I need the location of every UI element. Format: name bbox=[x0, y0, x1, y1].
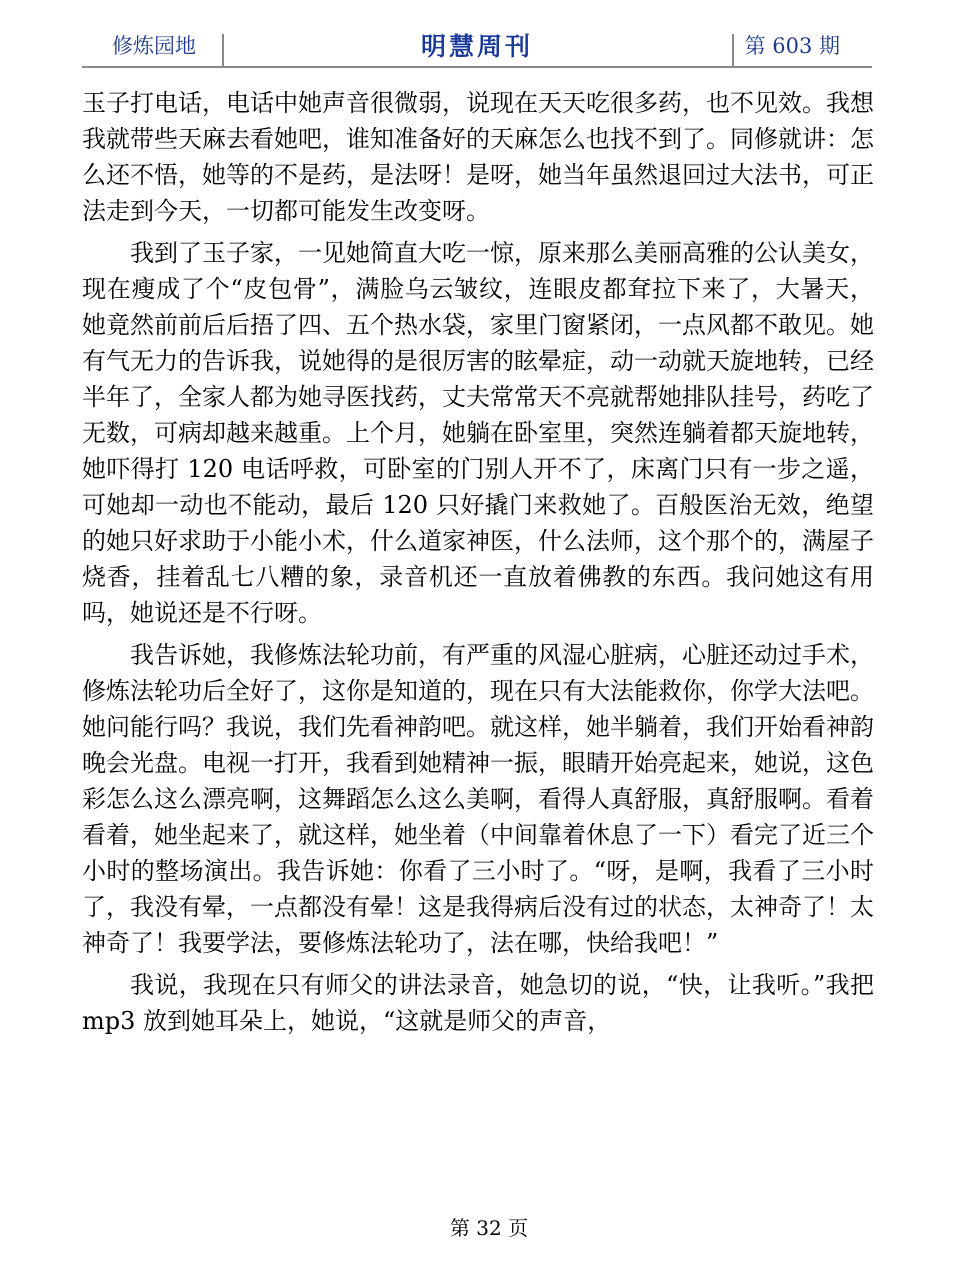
publication-title: 明慧周刊 bbox=[420, 32, 533, 61]
paragraph-3: 我告诉她，我修炼法轮功前，有严重的风湿心脏病，心脏还动过手术，修炼法轮功后全好了，这你是知道的，现在只有大法能救你，你学大法吧。她问能行吗？我说，我们先看神韵吧。就这样，她半躺着，我们开始看神韵晚会光盘。电视一打开，我看到她精神一振，眼睛开始亮起来，她说，这色彩怎么这么漂亮啊，这舞蹈怎么这么美啊，看得人真舒服，真舒服啊。看着看着，她坐起来了，就这样，她坐着（中间靠着休息了一下）看完了近三个小时的整场演出。我告诉她：你看了三小时了。“呀，是啊，我看了三小时了，我没有晕，一点都没有晕！这是我得病后没有过的状态，太神奇了！太神奇了！我要学法，要修炼法轮功了，法在哪，快给我吧！” bbox=[82, 641, 874, 957]
section-name: 修炼园地 bbox=[112, 34, 196, 58]
article-body bbox=[82, 85, 874, 1045]
page-number: 第 32 页 bbox=[449, 1216, 529, 1240]
paragraph-2: 我到了玉子家，一见她简直大吃一惊，原来那么美丽高雅的公认美女，现在瘦成了个“皮包骨”，满脸乌云皱纹，连眼皮都耷拉下来了，大暑天，她竟然前前后后捂了四、五个热水袋，家里门窗紧闭，一点风都不敢见。她有气无力的告诉我，说她得的是很厉害的眩晕症，动一动就天旋地转，已经半年了，全家人都为她寻医找药，丈夫常常天不亮就帮她排队挂号，药吃了无数，可病却越来越重。上个月，她躺在卧室里，突然连躺着都天旋地转，她吓得打 120 电话呼救，可卧室的门别人开不了，床离门只有一步之遥，可她却一动也不能动，最后 120 只好撬门来救她了。百般医治无效，绝望的她只好求助于小能小术，什么道家神医，什么法师，这个那个的，满屋子烧香，挂着乱七八糟的象，录音机还一直放着佛教的东西。我问她这有用吗，她说还是不行呀。 bbox=[82, 239, 874, 627]
page-header bbox=[82, 26, 872, 66]
paragraph-4: 我说，我现在只有师父的讲法录音，她急切的说，“快，让我听。”我把 mp3 放到她耳朵上，她说，“这就是师父的声音， bbox=[82, 971, 874, 1035]
header-rule bbox=[82, 66, 872, 68]
paragraph-1: 玉子打电话，电话中她声音很微弱，说现在天天吃很多药，也不见效。我想我就带些天麻去看她吧，谁知准备好的天麻怎么也找不到了。同修就讲：怎么还不悟，她等的不是药，是法呀！是呀，她当年虽然退回过大法书，可正法走到今天，一切都可能发生改变呀。 bbox=[82, 89, 874, 225]
issue-number: 第 603 期 bbox=[744, 34, 840, 58]
header-divider-right bbox=[732, 34, 734, 66]
